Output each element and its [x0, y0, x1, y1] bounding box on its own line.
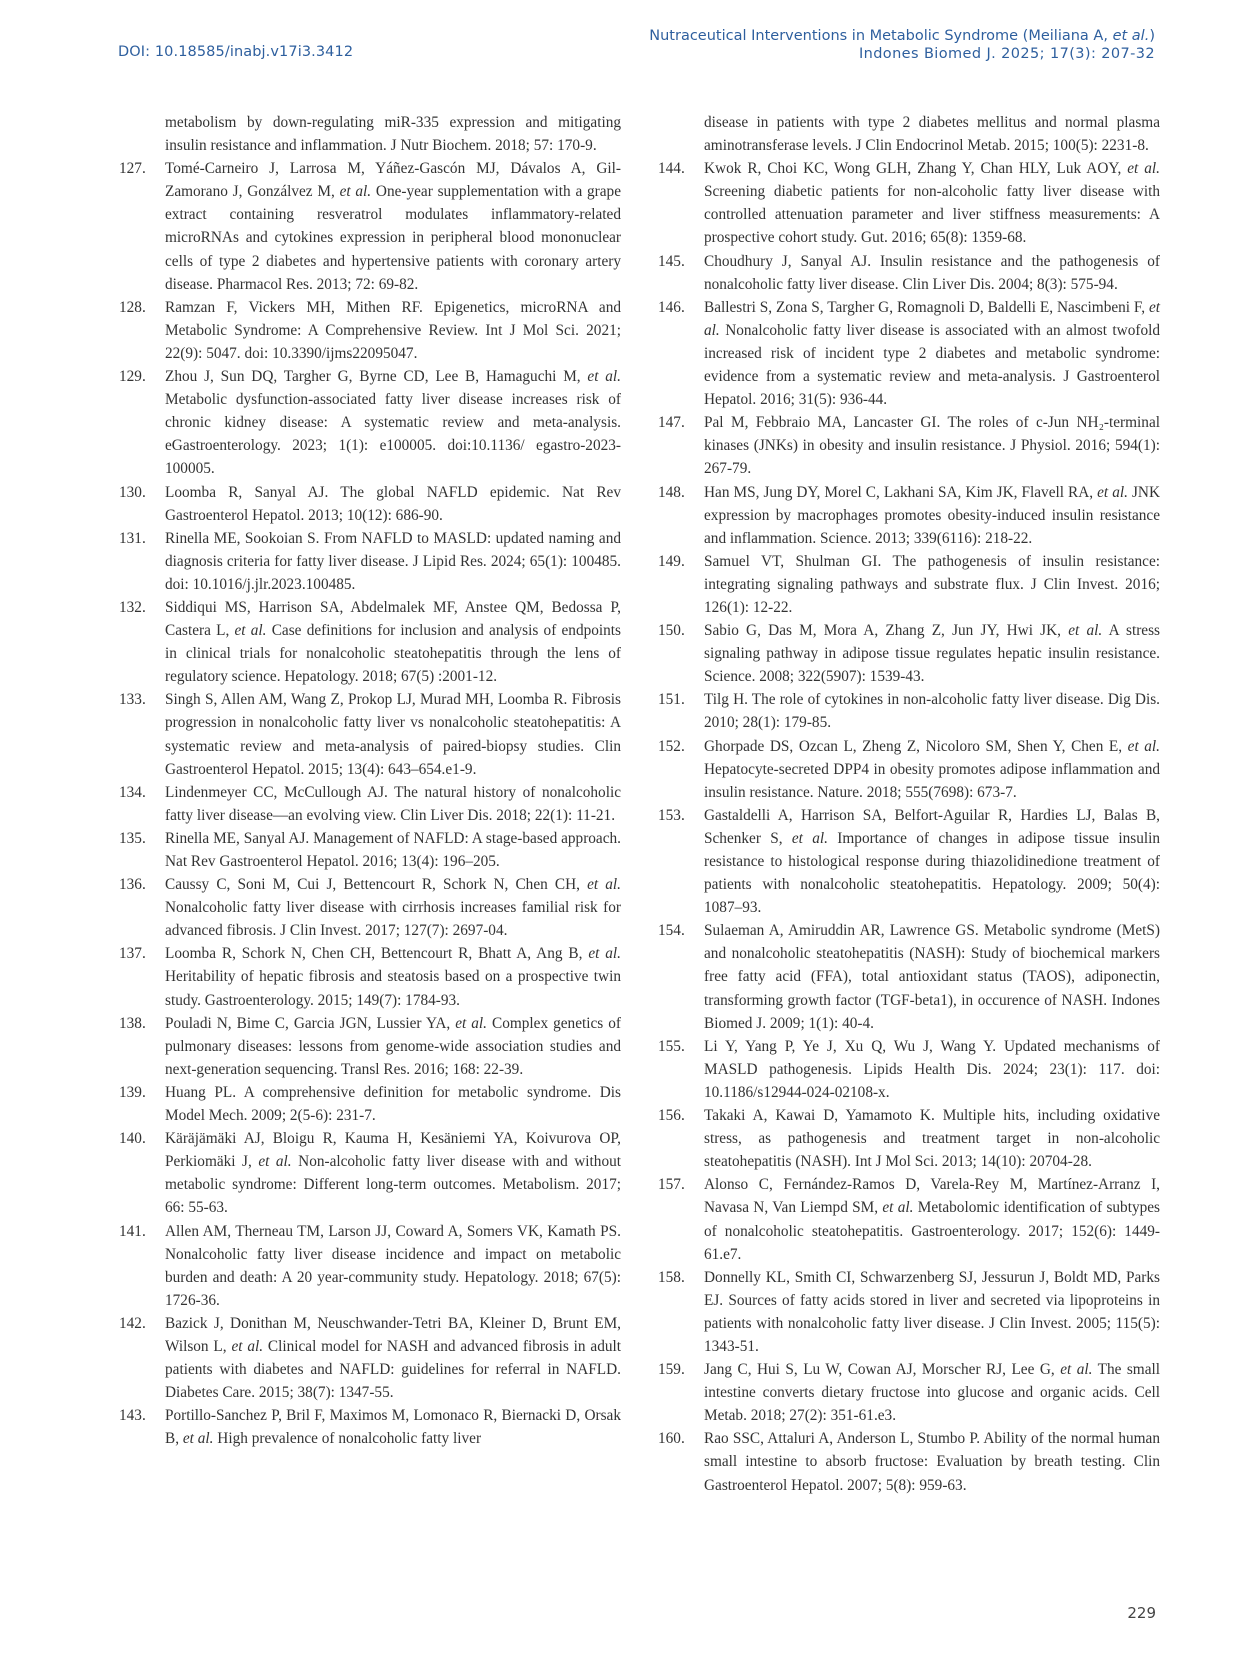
- reference-item: [119, 827, 621, 873]
- reference-number: 142.: [119, 1314, 146, 1332]
- reference-text: Zhou J, Sun DQ, Targher G, Byrne CD, Lee B, Hamaguchi M,: [165, 368, 588, 386]
- reference-text: Rinella ME, Sookoian S. From NAFLD to MASLD: updated naming and diagnosis criteria for fatty liver disease. J Lipid Res. 2024; 65(1): 100485. doi: 10.1016/j.jlr.2023.100485.: [165, 529, 621, 593]
- reference-item: [658, 619, 1160, 688]
- reference-text: Sulaeman A, Amiruddin AR, Lawrence GS. Metabolic syndrome (MetS) and nonalcoholic steatohepatitis (NASH): Study of biochemical markers free fatty acid (FFA), total antioxidant status (TAOS), adiponectin, transforming growth factor (TGF-beta1), in occurence of NASH. Indones Biomed J. 2009; 1(1): 40-4.: [704, 922, 1160, 1032]
- reference-text: Sabio G, Das M, Mora A, Zhang Z, Jun JY, Hwi JK,: [704, 622, 1069, 640]
- reference-text: Non-alcoholic fatty liver disease with and without metabolic syndrome: Different long-term outcomes. Metabolism. 2017; 66: 55-63.: [165, 1153, 622, 1217]
- reference-text: Bazick J, Donithan M, Neuschwander-Tetri BA, Kleiner D, Brunt EM, Wilson L,: [165, 1314, 621, 1355]
- reference-continuation: [119, 111, 621, 157]
- reference-number: 133.: [119, 691, 146, 709]
- reference-text: Pal M, Febbraio MA, Lancaster GI. The roles of c-Jun NH₂-terminal kinases (JNKs) in obesity and insulin resistance. J Physiol. 2016; 594(1): 267-79.: [704, 414, 1160, 478]
- et-al: et al.: [791, 829, 828, 847]
- reference-item: [658, 481, 1160, 550]
- reference-text: Tomé-Carneiro J, Larrosa M, Yáñez-Gascón MJ, Dávalos A, Gil-Zamorano J, Gonzálvez M,: [165, 160, 621, 201]
- reference-text: Kwok R, Choi KC, Wong GLH, Zhang Y, Chan HLY, Luk AOY,: [704, 160, 1128, 178]
- reference-continuation: [658, 111, 1160, 157]
- reference-item: [119, 1312, 621, 1404]
- reference-text: Singh S, Allen AM, Wang Z, Prokop LJ, Murad MH, Loomba R. Fibrosis progression in nonalcoholic fatty liver vs nonalcoholic steatohepatitis: A systematic review and meta-analysis of paired-biopsy studies. Clin Gastroenterol Hepatol. 2015; 13(4): 643–654.e1-9.: [165, 691, 621, 778]
- reference-item: [658, 804, 1160, 919]
- et-al: et al.: [339, 183, 372, 201]
- reference-item: [658, 735, 1160, 804]
- reference-text: The small intestine converts dietary fructose into glucose and organic acids. Cell Metab. 2018; 27(2): 351-61.e3.: [704, 1361, 1160, 1425]
- reference-text: Ramzan F, Vickers MH, Mithen RF. Epigenetics, microRNA and Metabolic Syndrome: A Comprehensive Review. Int J Mol Sci. 2021; 22(9): 5047. doi: 10.3390/ijms22095047.: [165, 298, 621, 362]
- reference-text: Samuel VT, Shulman GI. The pathogenesis of insulin resistance: integrating signaling pathways and substrate flux. J Clin Invest. 2016; 126(1): 12-22.: [704, 552, 1160, 616]
- reference-text: Lindenmeyer CC, McCullough AJ. The natural history of nonalcoholic fatty liver disease—an evolving view. Clin Liver Dis. 2018; 22(1): 11-21.: [165, 783, 621, 824]
- reference-number: 130.: [119, 483, 146, 501]
- et-al: et al.: [588, 945, 621, 963]
- reference-number: 136.: [119, 876, 146, 894]
- reference-number: 147.: [658, 414, 685, 432]
- reference-text: Metabolomic identification of subtypes of nonalcoholic steatohepatitis. Gastroenterology. 2017; 152(6): 1449-61.e7.: [704, 1199, 1160, 1263]
- et-al: et al.: [1068, 622, 1103, 640]
- reference-number: 148.: [658, 483, 685, 501]
- page-number: 229: [1127, 1604, 1156, 1622]
- et-al: et al.: [587, 876, 621, 894]
- et-al: et al.: [882, 1199, 914, 1217]
- reference-item: [119, 781, 621, 827]
- reference-item: [658, 411, 1160, 480]
- reference-number: 149.: [658, 552, 685, 570]
- reference-item: [119, 1220, 621, 1312]
- reference-text: Ghorpade DS, Ozcan L, Zheng Z, Nicoloro SM, Shen Y, Chen E,: [704, 737, 1128, 755]
- reference-item: [119, 481, 621, 527]
- et-al: et al.: [1097, 483, 1128, 501]
- reference-item: [658, 1104, 1160, 1173]
- reference-text: Loomba R, Schork N, Chen CH, Bettencourt R, Bhatt A, Ang B,: [165, 945, 589, 963]
- doi: DOI: 10.18585/inabj.v17i3.3412: [118, 44, 354, 60]
- reference-number: 129.: [119, 368, 146, 386]
- reference-number: 135.: [119, 829, 146, 847]
- reference-number: 146.: [658, 298, 685, 316]
- reference-item: [119, 1081, 621, 1127]
- reference-number: 128.: [119, 298, 146, 316]
- reference-item: [658, 1358, 1160, 1427]
- et-al: et al.: [1127, 737, 1160, 755]
- reference-number: 155.: [658, 1037, 685, 1055]
- reference-text: metabolism by down-regulating miR-335 expression and mitigating insulin resistance and inflammation. J Nutr Biochem. 2018; 57: 170-9.: [165, 114, 621, 155]
- reference-text: Screening diabetic patients for non-alcoholic fatty liver disease with controlled attenuation parameter and liver stiffness measurements: A prospective cohort study. Gut. 2016; 65(8): 1359-68.: [704, 183, 1160, 247]
- reference-number: 150.: [658, 622, 685, 640]
- reference-item: [658, 1266, 1160, 1358]
- reference-number: 154.: [658, 922, 685, 940]
- reference-number: 145.: [658, 252, 685, 270]
- reference-text: Pouladi N, Bime C, Garcia JGN, Lussier YA,: [165, 1014, 456, 1032]
- reference-text: Nonalcoholic fatty liver disease with cirrhosis increases familial risk for advanced fibrosis. J Clin Invest. 2017; 127(7): 2697-04.: [165, 899, 621, 940]
- reference-number: 127.: [119, 160, 146, 178]
- running-title: [649, 27, 1155, 45]
- reference-number: 158.: [658, 1268, 685, 1286]
- reference-text: JNK expression by macrophages promotes obesity-induced insulin resistance and inflammation. Science. 2013; 339(6116): 218-22.: [704, 483, 1160, 547]
- reference-text: Rao SSC, Attaluri A, Anderson L, Stumbo P. Ability of the normal human small intestine to absorb fructose: Evaluation by breath testing. Clin Gastroenterol Hepatol. 2007; 5(8): 959-63.: [704, 1430, 1160, 1494]
- reference-item: [658, 1173, 1160, 1265]
- reference-number: 152.: [658, 737, 685, 755]
- reference-item: [119, 157, 621, 296]
- reference-item: [658, 250, 1160, 296]
- reference-text: Han MS, Jung DY, Morel C, Lakhani SA, Kim JK, Flavell RA,: [704, 483, 1098, 501]
- et-al: et al.: [231, 1337, 264, 1355]
- reference-text: Complex genetics of pulmonary diseases: lessons from genome-wide association studies and next-generation sequencing. Transl Res. 2016; 168: 22-39.: [165, 1014, 621, 1078]
- reference-number: 143.: [119, 1407, 146, 1425]
- reference-item: [658, 550, 1160, 619]
- reference-text: Li Y, Yang P, Ye J, Xu Q, Wu J, Wang Y. Updated mechanisms of MASLD pathogenesis. Lipids Health Dis. 2024; 23(1): 117. doi: 10.1186/s12944-024-02108-x.: [704, 1037, 1160, 1101]
- reference-item: [658, 157, 1160, 249]
- running-title-etal: et al.: [1112, 28, 1150, 44]
- reference-text: Case definitions for inclusion and analysis of endpoints in clinical trials for nonalcoholic steatohepatitis through the lens of regulatory science. Hepatology. 2018; 67(5) :2001-12.: [165, 622, 622, 686]
- reference-text: Huang PL. A comprehensive definition for metabolic syndrome. Dis Model Mech. 2009; 2(5-6): 231-7.: [165, 1083, 621, 1125]
- reference-text: Loomba R, Sanyal AJ. The global NAFLD epidemic. Nat Rev Gastroenterol Hepatol. 2013; 10(12): 686-90.: [165, 483, 621, 524]
- reference-item: [658, 919, 1160, 1034]
- reference-text: Portillo-Sanchez P, Bril F, Maximos M, Lomonaco R, Biernacki D, Orsak B,: [165, 1407, 621, 1448]
- reference-column-left: [119, 111, 621, 1450]
- et-al: et al.: [455, 1014, 487, 1032]
- et-al: et al.: [1060, 1361, 1093, 1379]
- reference-text: A stress signaling pathway in adipose tissue regulates hepatic insulin resistance. Science. 2008; 322(5907): 1539-43.: [704, 622, 1161, 686]
- reference-text: Gastaldelli A, Harrison SA, Belfort-Aguilar R, Hardies LJ, Balas B, Schenker S,: [704, 806, 1160, 847]
- reference-item: [658, 1427, 1160, 1496]
- reference-text: Nonalcoholic fatty liver disease is associated with an almost twofold increased risk of incident type 2 diabetes and metabolic syndrome: evidence from a systematic review and meta-analysis. J Gastroenterol Hepatol. 2016; 31(5): 936-44.: [704, 321, 1160, 409]
- reference-item: [119, 873, 621, 942]
- reference-number: 134.: [119, 783, 146, 801]
- reference-text: Caussy C, Soni M, Cui J, Bettencourt R, Schork N, Chen CH,: [165, 876, 588, 894]
- reference-number: 132.: [119, 598, 146, 616]
- running-header: [649, 27, 1155, 63]
- reference-item: [119, 527, 621, 596]
- reference-text: Hepatocyte-secreted DPP4 in obesity promotes adipose inflammation and insulin resistance. Nature. 2018; 555(7698): 673-7.: [704, 760, 1160, 801]
- reference-item: [119, 1404, 621, 1450]
- reference-text: disease in patients with type 2 diabetes mellitus and normal plasma aminotransferase levels. J Clin Endocrinol Metab. 2015; 100(5): 2231-8.: [704, 114, 1160, 155]
- reference-text: Donnelly KL, Smith CI, Schwarzenberg SJ, Jessurun J, Boldt MD, Parks EJ. Sources of fatty acids stored in liver and secreted via lipoproteins in patients with nonalcoholic fatty liver disease. J Clin Invest. 2005; 115(5): 1343-51.: [704, 1268, 1160, 1355]
- et-al: et al.: [234, 622, 267, 640]
- reference-number: 160.: [658, 1430, 685, 1448]
- running-title-text: Nutraceutical Interventions in Metabolic Syndrome (Meiliana A,: [649, 28, 1113, 44]
- reference-number: 139.: [119, 1083, 146, 1101]
- reference-item: [658, 688, 1160, 734]
- reference-number: 159.: [658, 1361, 685, 1379]
- reference-number: 144.: [658, 160, 685, 178]
- reference-text: Alonso C, Fernández-Ramos D, Varela-Rey M, Martínez-Arranz I, Navasa N, Van Liempd SM,: [704, 1176, 1160, 1217]
- reference-item: [119, 942, 621, 1011]
- reference-text: Choudhury J, Sanyal AJ. Insulin resistance and the pathogenesis of nonalcoholic fatty liver disease. Clin Liver Dis. 2004; 8(3): 575-94.: [704, 252, 1160, 293]
- reference-text: Clinical model for NASH and advanced fibrosis in adult patients with diabetes and NAFLD: guidelines for referral in NAFLD. Diabetes Care. 2015; 38(7): 1347-55.: [165, 1337, 621, 1402]
- reference-item: [119, 688, 621, 780]
- reference-text: Jang C, Hui S, Lu W, Cowan AJ, Morscher RJ, Lee G,: [704, 1361, 1061, 1379]
- reference-item: [658, 296, 1160, 411]
- reference-text: High prevalence of nonalcoholic fatty liver: [213, 1430, 482, 1448]
- et-al: et al.: [258, 1153, 292, 1171]
- reference-text: Metabolic dysfunction-associated fatty liver disease increases risk of chronic kidney disease: A systematic review and meta-analysis. eGastroenterology. 2023; 1(1): e100005. doi:10.1136/ egastro-2023-100005.: [165, 391, 621, 478]
- reference-number: 141.: [119, 1222, 146, 1240]
- running-title-close: ): [1149, 28, 1155, 44]
- et-al: et al.: [704, 298, 1160, 339]
- reference-text: Rinella ME, Sanyal AJ. Management of NAFLD: A stage-based approach. Nat Rev Gastroenterol Hepatol. 2016; 13(4): 196–205.: [165, 829, 621, 870]
- reference-number: 151.: [658, 691, 685, 709]
- reference-item: [119, 1012, 621, 1081]
- reference-item: [119, 296, 621, 365]
- reference-text: One-year supplementation with a grape extract containing resveratrol modulates inflammatory-related microRNAs and cytokines expression in peripheral blood mononuclear cells of type 2 diabetes and hypertensive patients with coronary artery disease. Pharmacol Res. 2013; 72: 69-82.: [165, 183, 622, 293]
- reference-text: Ballestri S, Zona S, Targher G, Romagnoli D, Baldelli E, Nascimbeni F,: [704, 298, 1149, 316]
- reference-column-right: [658, 111, 1160, 1497]
- reference-item: [119, 365, 621, 480]
- reference-text: Takaki A, Kawai D, Yamamoto K. Multiple hits, including oxidative stress, as pathogenesis and treatment target in non-alcoholic steatohepatitis (NASH). Int J Mol Sci. 2013; 14(10): 20704-28.: [704, 1107, 1160, 1171]
- reference-number: 157.: [658, 1176, 685, 1194]
- et-al: et al.: [587, 368, 621, 386]
- reference-number: 153.: [658, 806, 685, 824]
- et-al: et al.: [182, 1430, 214, 1448]
- reference-number: 137.: [119, 945, 146, 963]
- journal-citation: Indones Biomed J. 2025; 17(3): 207-32: [858, 46, 1155, 62]
- et-al: et al.: [1127, 160, 1160, 178]
- reference-number: 131.: [119, 529, 146, 547]
- reference-number: 156.: [658, 1107, 685, 1125]
- reference-text: Tilg H. The role of cytokines in non-alcoholic fatty liver disease. Dig Dis. 2010; 28(1): 179-85.: [704, 691, 1160, 732]
- reference-number: 140.: [119, 1130, 146, 1148]
- reference-item: [119, 596, 621, 688]
- reference-item: [658, 1035, 1160, 1104]
- reference-text: Käräjämäki AJ, Bloigu R, Kauma H, Kesäniemi YA, Koivurova OP, Perkiomäki J,: [165, 1130, 621, 1171]
- reference-number: 138.: [119, 1014, 146, 1032]
- reference-item: [119, 1127, 621, 1219]
- reference-text: Allen AM, Therneau TM, Larson JJ, Coward A, Somers VK, Kamath PS. Nonalcoholic fatty liver disease incidence and impact on metabolic burden and death: A 20 year-community study. Hepatology. 2018; 67(5): 1726-36.: [165, 1222, 621, 1309]
- reference-text: Heritability of hepatic fibrosis and steatosis based on a prospective twin study. Gastroenterology. 2015; 149(7): 1784-93.: [165, 968, 621, 1009]
- reference-text: Importance of changes in adipose tissue insulin resistance to histological response during thiazolidinedione treatment of patients with nonalcoholic steatohepatitis. Hepatology. 2009; 50(4): 1087–93.: [704, 829, 1160, 917]
- reference-text: Siddiqui MS, Harrison SA, Abdelmalek MF, Anstee QM, Bedossa P, Castera L,: [165, 598, 621, 640]
